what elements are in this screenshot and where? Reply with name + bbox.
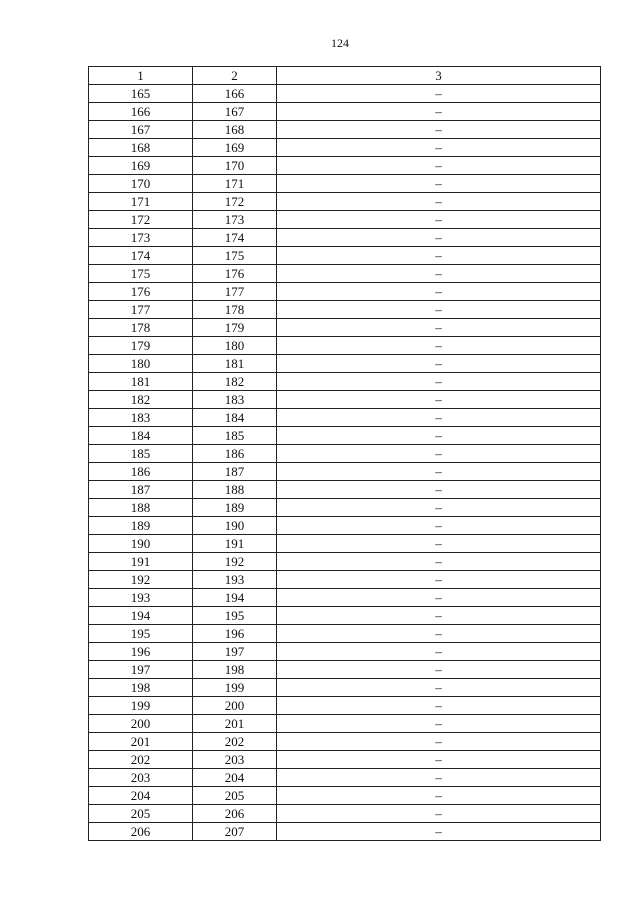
table-cell-col-3: –: [277, 607, 601, 625]
table-cell-col-3: –: [277, 283, 601, 301]
table-row: [89, 157, 601, 175]
table-cell-col-1: 186: [89, 463, 193, 481]
table-cell-col-2: 186: [193, 445, 277, 463]
table-cell-col-1: 198: [89, 679, 193, 697]
table-cell-col-3: –: [277, 247, 601, 265]
table-cell-col-2: 196: [193, 625, 277, 643]
table-cell-col-1: 195: [89, 625, 193, 643]
table-row: [89, 607, 601, 625]
table-cell-col-2: 177: [193, 283, 277, 301]
table-cell-col-3: –: [277, 571, 601, 589]
table-cell-col-3: –: [277, 337, 601, 355]
table-cell-col-2: 169: [193, 139, 277, 157]
table-cell-col-3: –: [277, 157, 601, 175]
table-cell-col-3: –: [277, 211, 601, 229]
table-cell-col-1: 172: [89, 211, 193, 229]
table-cell-col-3: –: [277, 85, 601, 103]
table-cell-col-1: 201: [89, 733, 193, 751]
table-cell-col-3: –: [277, 409, 601, 427]
table-row: [89, 715, 601, 733]
table-cell-col-3: –: [277, 463, 601, 481]
table-cell-col-3: –: [277, 553, 601, 571]
table-cell-col-3: –: [277, 625, 601, 643]
table-cell-col-3: –: [277, 121, 601, 139]
table-cell-col-2: 205: [193, 787, 277, 805]
table-cell-col-1: 185: [89, 445, 193, 463]
table-cell-col-1: 168: [89, 139, 193, 157]
table-body: [89, 85, 601, 841]
table-cell-col-1: 183: [89, 409, 193, 427]
table-row: [89, 85, 601, 103]
table-cell-col-1: 176: [89, 283, 193, 301]
table-cell-col-2: 173: [193, 211, 277, 229]
table-cell-col-3: –: [277, 769, 601, 787]
table-cell-col-1: 167: [89, 121, 193, 139]
table-cell-col-3: –: [277, 823, 601, 841]
table-row: [89, 373, 601, 391]
table-cell-col-3: –: [277, 517, 601, 535]
table-cell-col-1: 182: [89, 391, 193, 409]
table-row: [89, 301, 601, 319]
table-row: [89, 499, 601, 517]
table-cell-col-1: 206: [89, 823, 193, 841]
table-row: [89, 589, 601, 607]
table-cell-col-2: 206: [193, 805, 277, 823]
table-cell-col-2: 207: [193, 823, 277, 841]
table-cell-col-2: 180: [193, 337, 277, 355]
table-cell-col-1: 203: [89, 769, 193, 787]
table-row: [89, 247, 601, 265]
data-table: [88, 66, 601, 841]
table-row: [89, 661, 601, 679]
table-cell-col-3: –: [277, 589, 601, 607]
table-cell-col-3: –: [277, 643, 601, 661]
table-cell-col-2: 190: [193, 517, 277, 535]
table-cell-col-1: 177: [89, 301, 193, 319]
table-cell-col-2: 198: [193, 661, 277, 679]
table-cell-col-1: 190: [89, 535, 193, 553]
table-cell-col-2: 202: [193, 733, 277, 751]
table-cell-col-3: –: [277, 193, 601, 211]
table-row: [89, 229, 601, 247]
table-cell-col-1: 180: [89, 355, 193, 373]
table-row: [89, 535, 601, 553]
table-row: [89, 355, 601, 373]
table-cell-col-2: 185: [193, 427, 277, 445]
table-row: [89, 787, 601, 805]
table-row: [89, 283, 601, 301]
table-cell-col-3: –: [277, 229, 601, 247]
table-cell-col-2: 189: [193, 499, 277, 517]
table-row: [89, 805, 601, 823]
table-cell-col-2: 192: [193, 553, 277, 571]
table-cell-col-3: –: [277, 715, 601, 733]
table-cell-col-3: –: [277, 679, 601, 697]
table-cell-col-2: 194: [193, 589, 277, 607]
table-row: [89, 463, 601, 481]
table-cell-col-2: 187: [193, 463, 277, 481]
table-cell-col-1: 199: [89, 697, 193, 715]
table-cell-col-2: 179: [193, 319, 277, 337]
table-cell-col-2: 204: [193, 769, 277, 787]
table-cell-col-3: –: [277, 355, 601, 373]
table-cell-col-1: 187: [89, 481, 193, 499]
table-cell-col-1: 171: [89, 193, 193, 211]
table-cell-col-2: 176: [193, 265, 277, 283]
table-cell-col-2: 195: [193, 607, 277, 625]
table-row: [89, 643, 601, 661]
table-cell-col-1: 169: [89, 157, 193, 175]
table-cell-col-3: –: [277, 751, 601, 769]
table-cell-col-1: 165: [89, 85, 193, 103]
table-cell-col-2: 203: [193, 751, 277, 769]
table-cell-col-2: 199: [193, 679, 277, 697]
table-row: [89, 571, 601, 589]
table-row: [89, 751, 601, 769]
table-cell-col-1: 192: [89, 571, 193, 589]
table-cell-col-2: 178: [193, 301, 277, 319]
table-cell-col-2: 181: [193, 355, 277, 373]
table-cell-col-3: –: [277, 661, 601, 679]
table-row: [89, 409, 601, 427]
table-row: [89, 337, 601, 355]
table-cell-col-2: 166: [193, 85, 277, 103]
table-cell-col-1: 200: [89, 715, 193, 733]
table-cell-col-1: 193: [89, 589, 193, 607]
table-cell-col-1: 173: [89, 229, 193, 247]
table-cell-col-3: –: [277, 373, 601, 391]
column-header-1: 1: [89, 67, 193, 85]
table-cell-col-3: –: [277, 805, 601, 823]
table-cell-col-1: 197: [89, 661, 193, 679]
table-cell-col-3: –: [277, 787, 601, 805]
table-cell-col-3: –: [277, 139, 601, 157]
table-cell-col-1: 196: [89, 643, 193, 661]
table-cell-col-1: 174: [89, 247, 193, 265]
table-cell-col-3: –: [277, 445, 601, 463]
table-row: [89, 445, 601, 463]
table-cell-col-1: 175: [89, 265, 193, 283]
table-cell-col-3: –: [277, 301, 601, 319]
table-cell-col-1: 194: [89, 607, 193, 625]
table-cell-col-1: 184: [89, 427, 193, 445]
table-row: [89, 697, 601, 715]
table-row: [89, 265, 601, 283]
table-cell-col-2: 184: [193, 409, 277, 427]
table-cell-col-3: –: [277, 733, 601, 751]
table-cell-col-2: 182: [193, 373, 277, 391]
table-cell-col-3: –: [277, 103, 601, 121]
table-cell-col-1: 178: [89, 319, 193, 337]
table-cell-col-3: –: [277, 481, 601, 499]
table-cell-col-3: –: [277, 697, 601, 715]
table-cell-col-2: 201: [193, 715, 277, 733]
table-cell-col-1: 202: [89, 751, 193, 769]
table-cell-col-1: 204: [89, 787, 193, 805]
table-cell-col-2: 175: [193, 247, 277, 265]
table-cell-col-2: 200: [193, 697, 277, 715]
table-cell-col-3: –: [277, 427, 601, 445]
table-row: [89, 139, 601, 157]
table-cell-col-2: 168: [193, 121, 277, 139]
table-cell-col-3: –: [277, 391, 601, 409]
table-row: [89, 733, 601, 751]
table-cell-col-1: 189: [89, 517, 193, 535]
table-row: [89, 391, 601, 409]
table-cell-col-2: 167: [193, 103, 277, 121]
table-row: [89, 211, 601, 229]
table-cell-col-1: 179: [89, 337, 193, 355]
table-row: [89, 517, 601, 535]
table-cell-col-2: 191: [193, 535, 277, 553]
table-cell-col-3: –: [277, 499, 601, 517]
table-row: [89, 103, 601, 121]
table-cell-col-3: –: [277, 265, 601, 283]
table-cell-col-2: 197: [193, 643, 277, 661]
column-header-2: 2: [193, 67, 277, 85]
table-cell-col-1: 205: [89, 805, 193, 823]
table-row: [89, 679, 601, 697]
table-cell-col-2: 172: [193, 193, 277, 211]
table-cell-col-2: 188: [193, 481, 277, 499]
table-cell-col-1: 166: [89, 103, 193, 121]
column-header-3: 3: [277, 67, 601, 85]
table-row: [89, 121, 601, 139]
table-cell-col-1: 188: [89, 499, 193, 517]
table-row: [89, 175, 601, 193]
table-cell-col-3: –: [277, 175, 601, 193]
table-row: [89, 481, 601, 499]
table-cell-col-3: –: [277, 319, 601, 337]
table-row: [89, 319, 601, 337]
table-header-row: [89, 67, 601, 85]
table-cell-col-2: 183: [193, 391, 277, 409]
table-row: [89, 625, 601, 643]
table-cell-col-2: 193: [193, 571, 277, 589]
table-cell-col-3: –: [277, 535, 601, 553]
table-row: [89, 823, 601, 841]
table-row: [89, 427, 601, 445]
table-cell-col-2: 170: [193, 157, 277, 175]
table-cell-col-2: 174: [193, 229, 277, 247]
table-cell-col-1: 170: [89, 175, 193, 193]
table-cell-col-1: 191: [89, 553, 193, 571]
table-row: [89, 769, 601, 787]
page-number: 124: [331, 36, 349, 50]
table-row: [89, 553, 601, 571]
table-row: [89, 193, 601, 211]
table-cell-col-2: 171: [193, 175, 277, 193]
table-cell-col-1: 181: [89, 373, 193, 391]
